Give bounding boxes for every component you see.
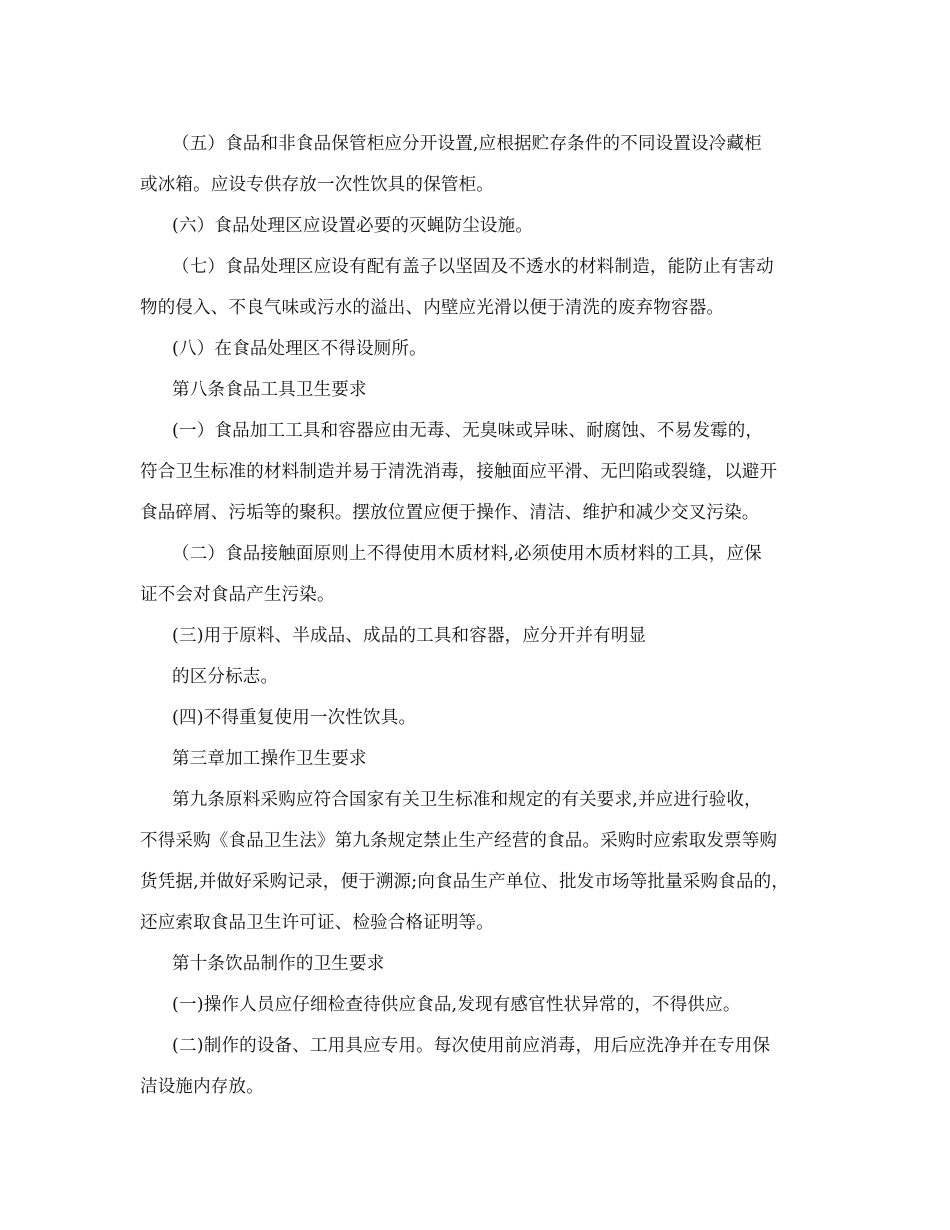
text-line: (四)不得重复使用一次性饮具。 [172, 708, 417, 728]
text-line: 符合卫生标准的材料制造并易于清洗消毒，接触面应平滑、无凹陷或裂缝，以避开 [140, 462, 778, 482]
text-line: (三)用于原料、半成品、成品的工具和容器，应分开并有明显 [172, 626, 647, 646]
text-line: （五）食品和非食品保管柜应分开设置,应根据贮存条件的不同设置设冷藏柜 [172, 134, 762, 154]
text-line: 货凭据,并做好采购记录，便于溯源;向食品生产单位、批发市场等批量采购食品的， [140, 872, 790, 892]
text-line: 物的侵入、不良气味或污水的溢出、内壁应光滑以便于清洗的废弃物容器。 [140, 298, 725, 318]
text-line: 食品碎屑、污垢等的聚积。摆放位置应便于操作、清洁、维护和减少交叉污染。 [140, 503, 760, 523]
text-line: (八）在食品处理区不得设厕所。 [172, 339, 427, 359]
text-line: 还应索取食品卫生许可证、检验合格证明等。 [140, 913, 494, 933]
text-line: （二）食品接触面原则上不得使用木质材料,必须使用木质材料的工具，应保 [172, 544, 762, 564]
chapter-heading: 第三章加工操作卫生要求 [172, 749, 367, 769]
section-heading: 第八条食品工具卫生要求 [172, 380, 367, 400]
text-line: (六）食品处理区应设置必要的灭蝇防尘设施。 [172, 216, 534, 236]
text-line: 不得采购《食品卫生法》第九条规定禁止生产经营的食品。采购时应索取发票等购 [140, 831, 778, 851]
text-line: (一）食品加工工具和容器应由无毒、无臭味或异味、耐腐蚀、不易发霉的， [172, 421, 764, 441]
text-line: 第九条原料采购应符合国家有关卫生标准和规定的有关要求,并应进行验收， [172, 790, 762, 810]
section-heading: 第十条饮品制作的卫生要求 [172, 954, 385, 974]
text-line: 的区分标志。 [172, 667, 279, 687]
text-line: 或冰箱。应设专供存放一次性饮具的保管柜。 [140, 175, 494, 195]
text-line: 证不会对食品产生污染。 [140, 585, 335, 605]
text-line: 洁设施内存放。 [140, 1077, 264, 1097]
text-line: (一)操作人员应仔细检查待供应食品,发现有感官性状异常的，不得供应。 [172, 995, 741, 1015]
text-line: （七）食品处理区应设有配有盖子以坚固及不透水的材料制造，能防止有害动 [172, 257, 774, 277]
text-line: (二)制作的设备、工用具应专用。每次使用前应消毒，用后应洗净并在专用保 [172, 1036, 771, 1056]
